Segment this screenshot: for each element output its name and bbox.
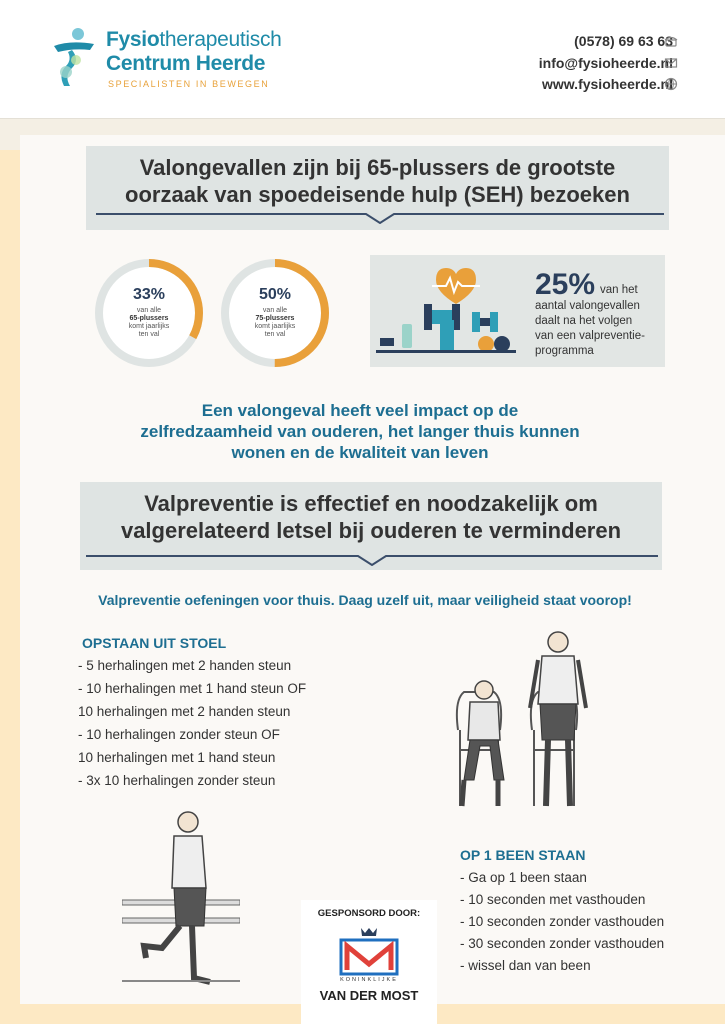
prevention-stat-text-1: van het xyxy=(600,284,638,296)
contact-website[interactable]: www.fysioheerde.nl xyxy=(542,76,673,92)
stat-value-65: 33% xyxy=(132,286,166,303)
stat-circle-65 xyxy=(94,258,204,368)
exercise-1-item: - 3x 10 herhalingen zonder steun xyxy=(78,773,276,788)
exercise-1-item: - 10 herhalingen zonder steun OF xyxy=(78,727,280,742)
prevention-stat-text-2: aantal valongevallen xyxy=(535,300,640,312)
exercises-intro: Valpreventie oefeningen voor thuis. Daag uzelf uit, maar veiligheid staat voorop! xyxy=(98,592,632,608)
brand-line-1: Fysiotherapeutisch xyxy=(106,28,282,51)
exercise-1-title: OPSTAAN UIT STOEL xyxy=(82,635,227,651)
exercise-2-item: - 10 seconden zonder vasthouden xyxy=(460,914,665,929)
stat-value-75: 50% xyxy=(258,286,292,303)
exercise-1-item: 10 herhalingen met 2 handen steun xyxy=(78,704,291,719)
stat-text-75-4: ten val xyxy=(264,331,286,338)
phone-icon xyxy=(664,35,678,49)
impact-text xyxy=(60,400,660,463)
stat-text-75-3: komt jaarlijks xyxy=(254,323,296,330)
exercise-2-item: - 30 seconden zonder vasthouden xyxy=(460,936,665,951)
logo-figure-icon xyxy=(50,26,98,88)
prevention-stat-value: 25% xyxy=(535,268,596,301)
title-1-underline xyxy=(96,206,664,224)
stat-circle-75 xyxy=(220,258,330,368)
exercise-1-item: - 10 herhalingen met 1 hand steun OF xyxy=(78,681,307,696)
brand-line-2: Centrum Heerde xyxy=(106,52,266,75)
prevention-stat-text-4: van een valpreventie- xyxy=(535,330,645,342)
frame-left xyxy=(0,150,20,1024)
impact-line-3: wonen en de kwaliteit van leven xyxy=(231,443,489,462)
stat-text-65-2: 65-plussers xyxy=(129,315,169,322)
title-2-line-1: Valpreventie is effectief en noodzakelijk om xyxy=(144,491,598,516)
fitness-illustration-icon xyxy=(376,260,526,364)
exercise-1-item: - 5 herhalingen met 2 handen steun xyxy=(78,658,292,673)
exercise-2-title: OP 1 BEEN STAAN xyxy=(460,847,586,863)
stat-text-65-3: komt jaarlijks xyxy=(128,323,170,330)
contact-email[interactable]: info@fysioheerde.nl xyxy=(538,55,673,71)
brand-tagline: SPECIALISTEN IN BEWEGEN xyxy=(108,79,270,89)
prevention-stat-text-5: programma xyxy=(535,345,594,357)
mail-icon xyxy=(664,56,678,70)
exercise-2-item: - wissel dan van been xyxy=(460,958,591,973)
stat-text-65-1: van alle xyxy=(136,307,162,314)
exercise-2-item: - 10 seconden met vasthouden xyxy=(460,892,646,907)
title-2-line-2: valgerelateerd letsel bij ouderen te verminderen xyxy=(120,518,622,543)
page-header xyxy=(0,0,725,119)
sponsor-label: GESPONSORD DOOR: xyxy=(317,908,421,919)
stat-text-65-4: ten val xyxy=(138,331,160,338)
exercise-1-item: 10 herhalingen met 1 hand steun xyxy=(78,750,276,765)
sponsor-name: VAN DER MOST xyxy=(319,988,419,1003)
title-1-line-2: oorzaak van spoedeisende hulp (SEH) bezoeken xyxy=(125,182,630,207)
stat-text-75-2: 75-plussers xyxy=(255,315,295,322)
impact-line-2: zelfredzaamheid van ouderen, het langer thuis kunnen xyxy=(140,422,580,441)
sponsor-subtitle: KONINKLIJKE xyxy=(340,977,398,983)
exercise-2-item: - Ga op 1 been staan xyxy=(460,870,587,885)
impact-line-1: Een valongeval heeft veel impact op de xyxy=(201,401,519,420)
title-1-line-1: Valongevallen zijn bij 65-plussers de grootste xyxy=(139,155,616,180)
sponsor-logo-icon xyxy=(339,926,399,976)
contact-phone: (0578) 69 63 63 xyxy=(574,33,673,49)
prevention-stat-text-3: daalt na het volgen xyxy=(535,315,633,327)
globe-icon xyxy=(664,77,678,91)
title-2-underline xyxy=(86,548,658,566)
single-leg-stand-illustration-icon xyxy=(122,808,240,988)
stat-text-75-1: van alle xyxy=(262,307,288,314)
sit-to-stand-illustration-icon xyxy=(450,630,610,816)
